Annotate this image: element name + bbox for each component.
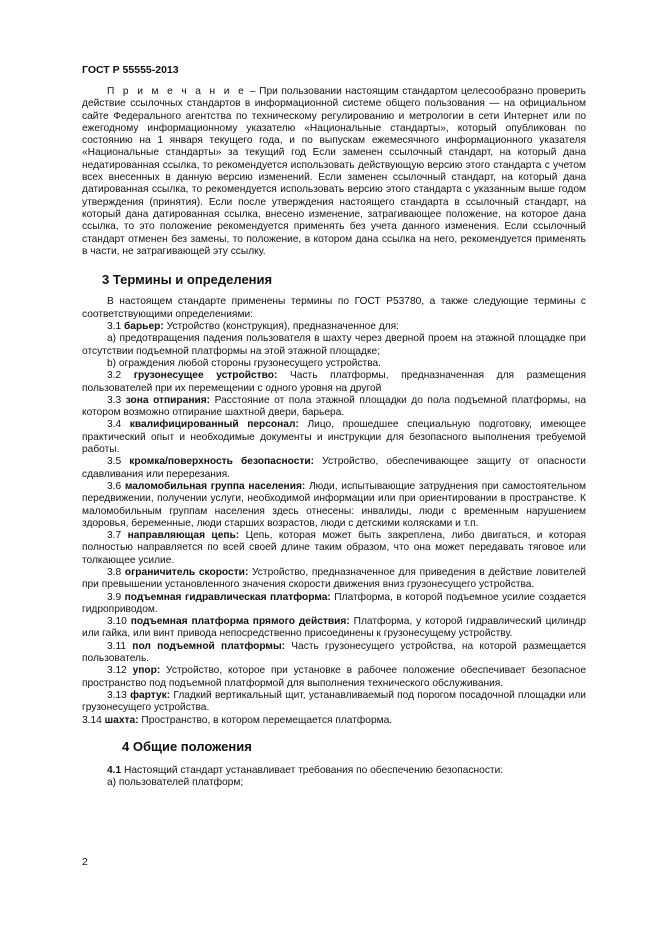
clause-4-1: 4.1 Настоящий стандарт устанавливает требования по обеспечению безопасности: <box>107 765 504 777</box>
term-3-1: 3.1 барьер: Устройство (конструкция), предназначенное для: <box>107 321 400 333</box>
term-3-9: 3.9 подъемная гидравлическая платформа: Платформа, в которой подъемное усилие создается гидроприводом. <box>82 591 587 615</box>
term-3-4: 3.4 квалифицированный персонал: Лицо, прошедшее специальную подготовку, имеющее практический опыт и необходимые документы и инструкции для безопасного выполнения требуемой работы. <box>82 419 586 456</box>
term-3-1-b: b) ограждения любой стороны грузонесущего устройства. <box>107 357 382 369</box>
section-4-title: 4 Общие положения <box>122 738 252 754</box>
term-3-10: 3.10 подъемная платформа прямого действия: Платформа, у которой гидравлический цилиндр или гайка, или винт привода непосредственно присоединены к грузонесущему устройству. <box>82 616 586 640</box>
term-3-7: 3.7 направляющая цепь: Цепь, которая может быть закреплена, либо двигаться, и которая полностью направляется по всей своей длине таким образом, что она может передавать тяговое или толкающее усилие. <box>82 530 586 566</box>
note-paragraph <box>82 86 586 258</box>
term-3-13: 3.13 фартук: Гладкий вертикальный щит, устанавливаемый под порогом посадочной площадки или грузонесущего устройства. <box>82 689 586 714</box>
page-content <box>82 86 586 790</box>
note-lead: П р и м е ч а н и е <box>107 86 247 97</box>
document-header: ГОСТ Р 55555-2013 <box>82 64 179 76</box>
term-3-1-a: а) предотвращения падения пользователя в шахту через дверной проем на этажной площадке при отсутствии подъемной платформы на этой этажной площадке; <box>82 333 586 357</box>
term-3-6: 3.6 маломобильная группа населения: Люди, испытывающие затруднения при самостоятельном передвижении, получении услуги, необходимой информации или при ориентировании в пространстве. К маломобильным группам населения здесь отнесены: инвалиды, люди с временным нарушением здоровья, беременные, люди старших возрастов, люди с детскими колясками и т.п. <box>82 480 586 529</box>
term-3-12: 3.12 упор: Устройство, которое при установке в рабочее положение обеспечивает безопасное пространство под подъемной платформой для выполнения технического обслуживания. <box>82 665 586 689</box>
section-3-intro: В настоящем стандарте применены термины по ГОСТ Р53780, а также следующие термины с соответствующими определениями: <box>82 296 586 320</box>
term-3-2: 3.2 грузонесущее устройство: Часть платформы, предназначенная для размещения пользователей при их перемещении с одного уровня на другой <box>82 370 586 394</box>
term-3-14: 3.14 шахта: Пространство, в котором перемещается платформа. <box>82 714 393 726</box>
term-3-5: 3.5 кромка/поверхность безопасности: Устройство, обеспечивающее защиту от опасности сдавливания или перерезания. <box>82 456 586 480</box>
page-number: 2 <box>82 856 88 868</box>
term-3-11: 3.11 пол подъемной платформы: Часть грузонесущего устройства, на которой размещается пользователь. <box>82 640 586 665</box>
term-3-8: 3.8 ограничитель скорости: Устройство, предназначенное для приведения в действие ловителей при превышении установленного значения скорости движения вниз грузонесущего устройства. <box>82 566 586 591</box>
clause-4-1-a: а) пользователей платформ; <box>107 777 244 789</box>
term-3-3: 3.3 зона отпирания: Расстояние от пола этажной площадки до пола подъемной платформы, на котором возможно отпирание шахтной двери, барьера. <box>82 394 587 419</box>
section-3-title: 3 Термины и определения <box>102 272 273 288</box>
note-text: – При пользовании настоящим стандартом целесообразно проверить действие ссылочных стандартов в информационной системе общего пользования — на официальном сайте Федерального агентства по техническому регулированию и метрологии в сети Интернет или по ежегодному информационному указателю «Национальные стандарты», который опубликован по состоянию на 1 января текущего года, и по выпускам ежемесячного информационного указателя «Национальные стандарты» за текущий год Если заменен ссылочный стандарт, на который дана недатированная ссылка, то рекомендуется использовать действующую версию этого стандарта с учетом всех внесенных в данную версию изменений. Если заменен ссылочный стандарт, на который дана датированная ссылка, то рекомендуется использовать версию этого стандарта с указанным выше годом утверждения (принятия). Если после утверждения настоящего стандарта в ссылочный стандарт, на который дана датированная ссылка, внесено изменение, затрагивающее положение, на которое дана ссылка, то это положение рекомендуется применять без учета данного изменения. Если ссылочный стандарт отменен без замены, то положение, в котором дана ссылка на него, рекомендуется применять в части, не затрагивающей эту ссылку. <box>82 86 586 257</box>
